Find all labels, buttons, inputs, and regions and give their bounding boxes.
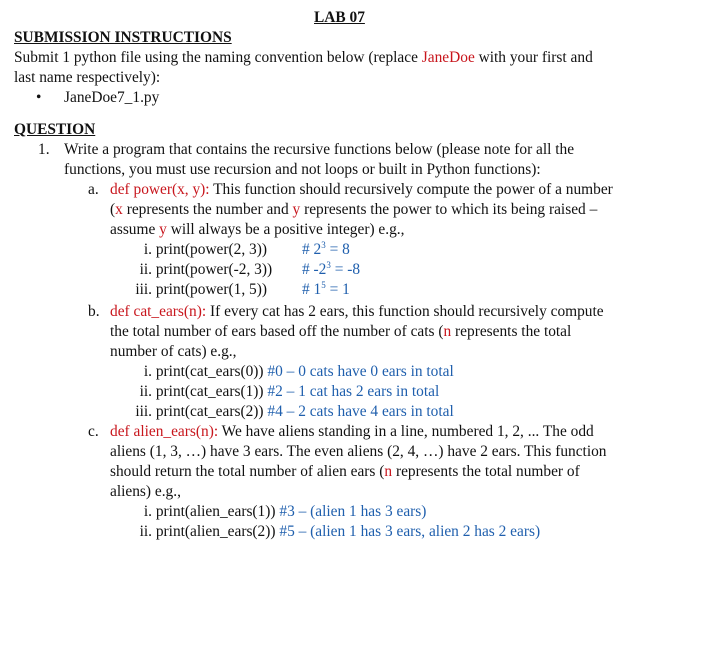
part-c-label: c.	[88, 423, 99, 440]
example-comment: # $-2^3 = -8$	[302, 259, 361, 278]
example-row: i. print(alien_ears(1)) #3 – (alien 1 has 3 ears)	[143, 503, 427, 520]
part-b-line-2: the total number of ears based off the number of cats (n represents the total	[110, 323, 572, 340]
example-row: ii. print(cat_ears(1)) #2 – 1 cat has 2 ears in total	[139, 383, 440, 400]
submission-line-1: Submit 1 python file using the naming convention below (replace JaneDoe with your first and	[14, 49, 593, 66]
example-row: i. print(power(2, 3))	[143, 241, 267, 258]
part-a-line-1: def power(x, y): This function should recursively compute the power of a number	[110, 181, 613, 198]
janedoe-highlight: JaneDoe	[421, 49, 475, 66]
question-intro-2: functions, you must use recursion and not loops or built in Python functions):	[64, 161, 541, 178]
example-row: iii. print(cat_ears(2)) #4 – 2 cats have 4 ears in total	[135, 403, 454, 420]
example-row: ii. print(alien_ears(2)) #5 – (alien 1 has 3 ears, alien 2 has 2 ears)	[139, 523, 541, 540]
part-c-line-1: def alien_ears(n): We have aliens standing in a line, numbered 1, 2, ... The odd	[110, 423, 594, 440]
power-signature: def power(x, y):	[110, 181, 210, 198]
example-row: iii. print(power(1, 5))	[135, 281, 267, 298]
question-heading: QUESTION	[14, 121, 96, 138]
part-c-line-2: aliens (1, 3, …) have 3 ears. The even aliens (2, 4, …) have 2 ears. This function	[110, 443, 607, 460]
filename: JaneDoe7_1.py	[64, 89, 160, 106]
submission-line-2: last name respectively):	[14, 69, 161, 86]
example-comment: #2 – 1 cat has 2 ears in total	[267, 383, 440, 400]
page-title: LAB 07	[314, 9, 365, 26]
part-b-label: b.	[88, 303, 100, 320]
part-c-line-4: aliens) e.g.,	[110, 483, 181, 500]
example-comment: #0 – 0 cats have 0 ears in total	[267, 363, 454, 380]
part-b-line-3: number of cats) e.g.,	[110, 343, 237, 360]
question-number: 1.	[38, 141, 50, 158]
part-b-line-1: def cat_ears(n): If every cat has 2 ears, this function should recursively compute	[110, 303, 604, 320]
submission-heading: SUBMISSION INSTRUCTIONS	[14, 29, 232, 46]
bullet-icon: •	[36, 89, 42, 106]
alien-ears-signature: def alien_ears(n):	[110, 423, 219, 440]
cat-ears-signature: def cat_ears(n):	[110, 303, 207, 320]
part-a-line-2: (x represents the number and y represents the power to which its being raised –	[110, 201, 598, 218]
example-comment: #4 – 2 cats have 4 ears in total	[267, 403, 454, 420]
part-c-line-3: should return the total number of alien ears (n represents the total number of	[110, 463, 580, 480]
question-intro-1: Write a program that contains the recursive functions below (please note for all the	[64, 141, 575, 158]
example-comment: #5 – (alien 1 has 3 ears, alien 2 has 2 ears)	[279, 523, 541, 540]
example-comment: # $2^3 = 8$	[302, 239, 350, 258]
example-comment: #3 – (alien 1 has 3 ears)	[279, 503, 427, 520]
example-row: i. print(cat_ears(0)) #0 – 0 cats have 0 ears in total	[143, 363, 454, 380]
example-row: ii. print(power(-2, 3))	[139, 261, 273, 278]
part-a-line-3: assume y will always be a positive integer) e.g.,	[110, 221, 405, 238]
part-a-label: a.	[88, 181, 99, 198]
example-comment: # $1^5 = 1$	[302, 279, 350, 298]
